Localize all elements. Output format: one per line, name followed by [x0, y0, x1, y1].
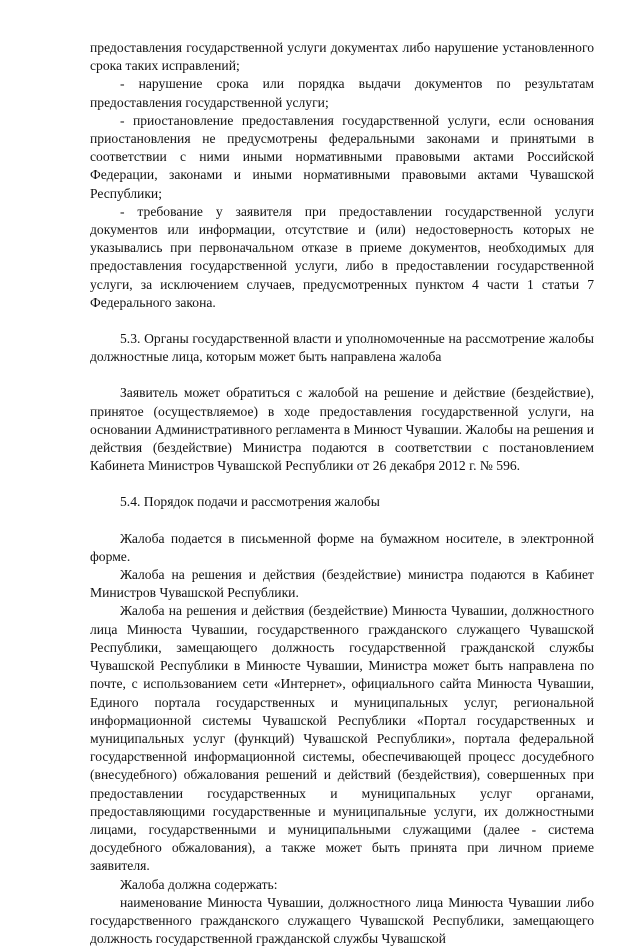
- spacer: [90, 475, 594, 493]
- section-heading-5-4: 5.4. Порядок подачи и рассмотрения жалобы: [120, 494, 380, 510]
- list-item-suspension: - приостановление предоставления государственной услуги, если основания приостановления не предусмотрены федеральными законами и принятыми в соответствии с ними иными нормативными правовыми актами Российской Федерации, законами и иными нормативными правовыми актами Чувашской Республики;: [90, 112, 594, 201]
- spacer: [90, 512, 594, 530]
- document-page: [90, 39, 594, 948]
- paragraph-appeal-right: Заявитель может обратиться с жалобой на решение и действие (бездействие), принятое (осуществляемое) в ходе предоставления государственной услуги, на основании Административного регламента в Минюст Чувашии. Жалобы на решения и действия (бездействие) Министра подаются в соответствии с постановлением Кабинета Министров Чувашской Республики от 26 декабря 2012 г. № 596.: [90, 385, 594, 474]
- paragraph-complaint-minister: Жалоба на решения и действия (бездействие) министра подаются в Кабинет Министров Чувашской Республики.: [90, 567, 594, 601]
- spacer: [90, 366, 594, 384]
- spacer: [90, 312, 594, 330]
- paragraph-complaint-channels: Жалоба на решения и действия (бездействие) Минюста Чувашии, должностного лица Минюста Чувашии, государственного гражданского служащего Чувашской Республики, замещающего должность государственной гражданской службы Чувашской Республики в Минюсте Чувашии, Министра может быть направлена по почте, с использованием сети «Интернет», официального сайта Минюста Чувашии, Единого портала государственных и муниципальных услуг, региональной информационной системы Чувашской Республики «Портал государственных и муниципальных услуг (функций) Чувашской Республики», портала федеральной государственной информационной системы, обеспечивающей процесс досудебного (внесудебного) обжалования решений и действий (бездействия), совершенных при предоставлении государственных и муниципальных услуг органами, предоставляющими государственные и муниципальные услуги, их должностными лицами, государственными и муниципальными служащими (далее - система досудебного обжалования), а также может быть принята при личном приеме заявителя.: [90, 603, 594, 874]
- paragraph-complaint-contents: Жалоба должна содержать:: [120, 876, 278, 892]
- paragraph-complaint-form: Жалоба подается в письменной форме на бумажном носителе, в электронной форме.: [90, 530, 594, 564]
- paragraph-complaint-name: наименование Минюста Чувашии, должностного лица Минюста Чувашии либо государственного гражданского служащего Чувашской Республики, замещающего должность государственной гражданской службы Чувашской: [90, 894, 594, 947]
- list-item-deadline-violation: - нарушение срока или порядка выдачи документов по результатам предоставления государственной услуги;: [90, 76, 594, 110]
- section-heading-5-3: 5.3. Органы государственной власти и уполномоченные на рассмотрение жалобы должностные лица, которым может быть направлена жалоба: [90, 331, 594, 365]
- paragraph-corrections-tail: предоставления государственной услуги документах либо нарушение установленного срока таких исправлений;: [90, 40, 594, 74]
- list-item-document-requirement: - требование у заявителя при предоставлении государственной услуги документов или информации, отсутствие и (или) недостоверность которых не указывались при первоначальном отказе в приеме документов, необходимых для предоставления государственной услуги, либо в предоставлении государственной услуги, за исключением случаев, предусмотренных пунктом 4 части 1 статьи 7 Федерального закона.: [90, 203, 594, 310]
